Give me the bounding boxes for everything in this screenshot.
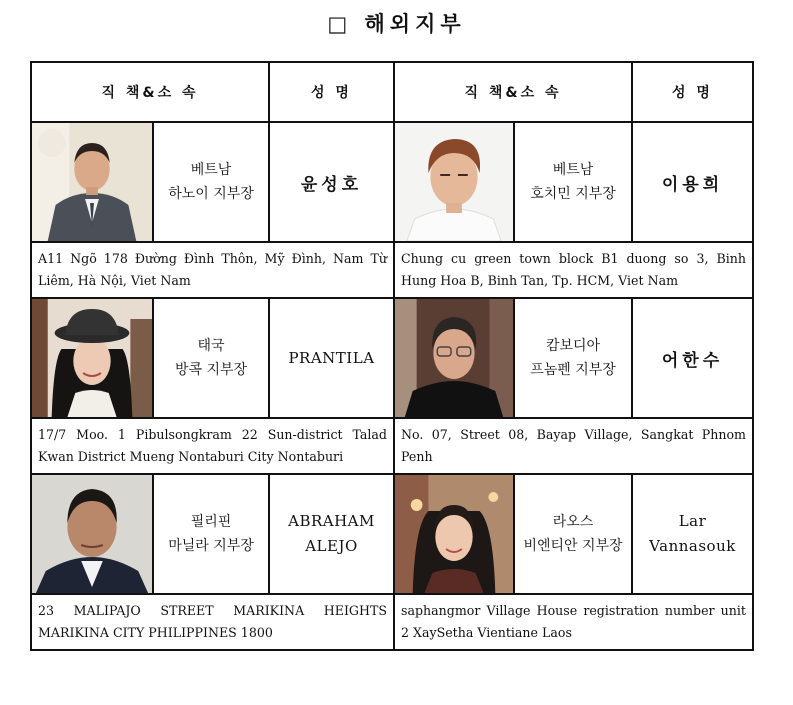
member-name-line2: Vannasouk — [649, 537, 736, 555]
position-cell — [153, 474, 269, 594]
photo-cell — [394, 298, 514, 418]
photo-cell — [31, 298, 153, 418]
branch-label: 하노이 지부장 — [168, 186, 254, 202]
member-row — [31, 474, 753, 594]
member-name: 이용희 — [632, 122, 753, 242]
position-cell — [514, 474, 632, 594]
overseas-branch-table — [30, 61, 754, 651]
country-label: 라오스 — [552, 514, 594, 530]
member-name-line1: Lar — [678, 512, 707, 530]
branch-label: 프놈펜 지부장 — [530, 362, 616, 378]
header-position-right: 직 책&소 속 — [394, 62, 632, 122]
member-row — [31, 298, 753, 418]
photo-cell — [394, 474, 514, 594]
country-label: 필리핀 — [190, 514, 232, 530]
branch-label: 마닐라 지부장 — [168, 538, 254, 554]
portrait-photo-bangkok — [32, 299, 152, 417]
portrait-photo-hanoi — [32, 123, 152, 241]
member-address: 17/7 Moo. 1 Pibulsongkram 22 Sun-district Talad Kwan District Mueng Nontaburi City Nontaburi — [31, 418, 394, 474]
country-label: 베트남 — [190, 162, 232, 178]
address-row — [31, 418, 753, 474]
position-cell — [153, 298, 269, 418]
position-cell — [514, 298, 632, 418]
member-name — [269, 474, 394, 594]
position-cell — [514, 122, 632, 242]
page-title: □ 해외지부 — [327, 12, 466, 36]
member-name-line2: ALEJO — [305, 537, 358, 555]
portrait-photo-phnompenh — [395, 299, 513, 417]
photo-cell — [394, 122, 514, 242]
branch-label: 방콕 지부장 — [174, 362, 248, 378]
position-cell — [153, 122, 269, 242]
header-name-left: 성 명 — [269, 62, 394, 122]
photo-cell — [31, 122, 153, 242]
country-label: 태국 — [197, 338, 225, 354]
country-label: 캄보디아 — [545, 338, 601, 354]
branch-label: 비엔티안 지부장 — [523, 538, 623, 554]
member-address: Chung cu green town block B1 duong so 3, Binh Hung Hoa B, Binh Tan, Tp. HCM, Viet Nam — [394, 242, 753, 298]
member-address: saphangmor Village House registration number unit 2 XaySetha Vientiane Laos — [394, 594, 753, 650]
member-name: 어한수 — [632, 298, 753, 418]
member-name-line1: ABRAHAM — [288, 512, 375, 530]
member-address: No. 07, Street 08, Bayap Village, Sangkat Phnom Penh — [394, 418, 753, 474]
portrait-photo-vientiane — [395, 475, 513, 593]
member-name — [632, 474, 753, 594]
address-row — [31, 594, 753, 650]
member-address: 23 MALIPAJO STREET MARIKINA HEIGHTS MARIKINA CITY PHILIPPINES 1800 — [31, 594, 394, 650]
header-position-left: 직 책&소 속 — [31, 62, 269, 122]
member-row — [31, 122, 753, 242]
member-name: 윤성호 — [269, 122, 394, 242]
header-name-right: 성 명 — [632, 62, 753, 122]
portrait-photo-manila — [32, 475, 152, 593]
member-address: A11 Ngõ 178 Đường Đình Thôn, Mỹ Đình, Nam Từ Liêm, Hà Nội, Viet Nam — [31, 242, 394, 298]
country-label: 베트남 — [552, 162, 594, 178]
header-row — [31, 62, 753, 122]
member-name: PRANTILA — [269, 298, 394, 418]
address-row — [31, 242, 753, 298]
portrait-photo-hochiminh — [395, 123, 513, 241]
photo-cell — [31, 474, 153, 594]
branch-label: 호치민 지부장 — [530, 186, 616, 202]
